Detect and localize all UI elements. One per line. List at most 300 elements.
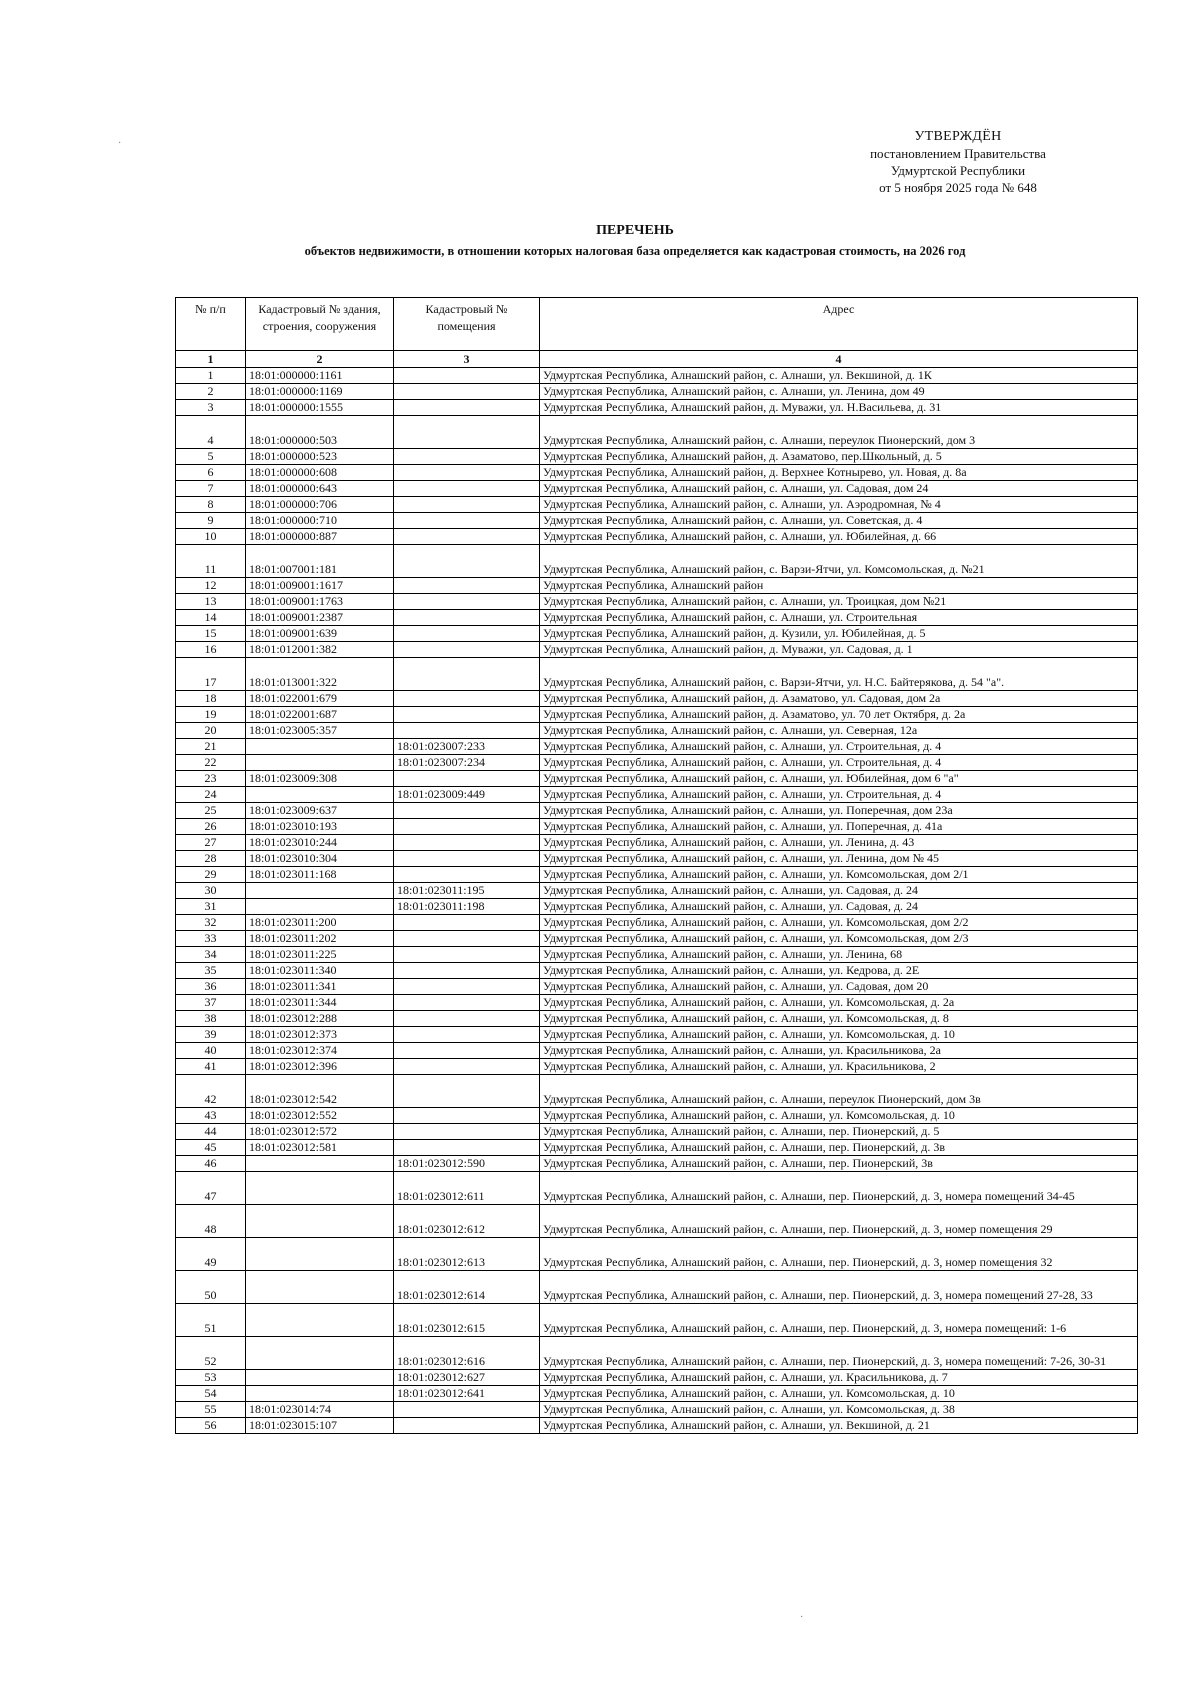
room-cadastral-number: 18:01:023007:233 [394, 739, 540, 755]
building-cadastral-number: 18:01:023012:552 [246, 1108, 394, 1124]
col-number-1: 1 [176, 351, 246, 368]
building-cadastral-number: 18:01:023012:288 [246, 1011, 394, 1027]
table-row [176, 594, 1138, 610]
row-number: 52 [176, 1337, 246, 1370]
header-address: Адрес [540, 298, 1138, 351]
table-row [176, 1172, 1138, 1205]
row-number: 40 [176, 1043, 246, 1059]
room-cadastral-number [394, 626, 540, 642]
row-number: 28 [176, 851, 246, 867]
row-address: Удмуртская Республика, Алнашский район, с. Алнаши, ул. Комсомольская, д. 10 [540, 1108, 1138, 1124]
building-cadastral-number: 18:01:022001:687 [246, 707, 394, 723]
row-number: 13 [176, 594, 246, 610]
building-cadastral-number: 18:01:022001:679 [246, 691, 394, 707]
table-row [176, 771, 1138, 787]
row-number: 22 [176, 755, 246, 771]
row-number: 50 [176, 1271, 246, 1304]
row-address: Удмуртская Республика, Алнашский район, с. Алнаши, ул. Комсомольская, д. 2а [540, 995, 1138, 1011]
row-address: Удмуртская Республика, Алнашский район, с. Алнаши, ул. Садовая, д. 24 [540, 883, 1138, 899]
row-address: Удмуртская Республика, Алнашский район, с. Алнаши, ул. Советская, д. 4 [540, 513, 1138, 529]
room-cadastral-number [394, 1418, 540, 1434]
row-address: Удмуртская Республика, Алнашский район, с. Алнаши, ул. Юбилейная, д. 66 [540, 529, 1138, 545]
table-row [176, 963, 1138, 979]
row-number: 49 [176, 1238, 246, 1271]
table-row [176, 723, 1138, 739]
table-row [176, 384, 1138, 400]
row-number: 44 [176, 1124, 246, 1140]
table-row [176, 739, 1138, 755]
building-cadastral-number: 18:01:023012:542 [246, 1075, 394, 1108]
table-row [176, 642, 1138, 658]
row-address: Удмуртская Республика, Алнашский район, с. Алнаши, ул. Поперечная, д. 41а [540, 819, 1138, 835]
property-table [175, 297, 1138, 1434]
row-number: 54 [176, 1386, 246, 1402]
building-cadastral-number: 18:01:023014:74 [246, 1402, 394, 1418]
building-cadastral-number: 18:01:012001:382 [246, 642, 394, 658]
building-cadastral-number: 18:01:023012:373 [246, 1027, 394, 1043]
table-row [176, 1418, 1138, 1434]
room-cadastral-number [394, 449, 540, 465]
table-row [176, 1386, 1138, 1402]
row-address: Удмуртская Республика, Алнашский район, с. Варзи-Ятчи, ул. Комсомольская, д. №21 [540, 545, 1138, 578]
row-address: Удмуртская Республика, Алнашский район, с. Алнаши, ул. Векшиной, д. 1К [540, 368, 1138, 384]
row-address: Удмуртская Республика, Алнашский район, с. Алнаши, ул. Строительная, д. 4 [540, 739, 1138, 755]
approval-line-1: постановлением Правительства [870, 146, 1046, 161]
row-address: Удмуртская Республика, Алнашский район, с. Алнаши, пер. Пионерский, 3в [540, 1156, 1138, 1172]
building-cadastral-number: 18:01:000000:608 [246, 465, 394, 481]
room-cadastral-number [394, 1075, 540, 1108]
building-cadastral-number: 18:01:000000:1555 [246, 400, 394, 416]
building-cadastral-number [246, 899, 394, 915]
row-address: Удмуртская Республика, Алнашский район, с. Алнаши, ул. Ленина, дом № 45 [540, 851, 1138, 867]
table-row [176, 1059, 1138, 1075]
row-address: Удмуртская Республика, Алнашский район, с. Алнаши, ул. Комсомольская, д. 10 [540, 1027, 1138, 1043]
building-cadastral-number: 18:01:023011:225 [246, 947, 394, 963]
row-number: 5 [176, 449, 246, 465]
row-number: 2 [176, 384, 246, 400]
room-cadastral-number: 18:01:023012:615 [394, 1304, 540, 1337]
room-cadastral-number [394, 529, 540, 545]
building-cadastral-number [246, 1337, 394, 1370]
room-cadastral-number [394, 723, 540, 739]
table-row [176, 1043, 1138, 1059]
building-cadastral-number: 18:01:023009:637 [246, 803, 394, 819]
building-cadastral-number [246, 739, 394, 755]
table-row [176, 610, 1138, 626]
table-row [176, 851, 1138, 867]
room-cadastral-number [394, 658, 540, 691]
room-cadastral-number [394, 771, 540, 787]
row-address: Удмуртская Республика, Алнашский район, с. Алнаши, ул. Садовая, д. 24 [540, 899, 1138, 915]
room-cadastral-number [394, 915, 540, 931]
table-row [176, 835, 1138, 851]
building-cadastral-number: 18:01:023015:107 [246, 1418, 394, 1434]
table-row [176, 1075, 1138, 1108]
table-row [176, 658, 1138, 691]
row-address: Удмуртская Республика, Алнашский район, с. Алнаши, ул. Строительная, д. 4 [540, 787, 1138, 803]
building-cadastral-number: 18:01:013001:322 [246, 658, 394, 691]
col-number-3: 3 [394, 351, 540, 368]
building-cadastral-number: 18:01:000000:523 [246, 449, 394, 465]
row-number: 41 [176, 1059, 246, 1075]
row-address: Удмуртская Республика, Алнашский район, с. Алнаши, ул. Комсомольская, дом 2/1 [540, 867, 1138, 883]
row-address: Удмуртская Республика, Алнашский район, д. Азаматово, пер.Школьный, д. 5 [540, 449, 1138, 465]
row-number: 33 [176, 931, 246, 947]
row-address: Удмуртская Республика, Алнашский район, с. Варзи-Ятчи, ул. Н.С. Байтерякова, д. 54 "а". [540, 658, 1138, 691]
row-number: 42 [176, 1075, 246, 1108]
room-cadastral-number: 18:01:023007:234 [394, 755, 540, 771]
building-cadastral-number: 18:01:023011:340 [246, 963, 394, 979]
table-row [176, 1124, 1138, 1140]
room-cadastral-number: 18:01:023012:611 [394, 1172, 540, 1205]
room-cadastral-number [394, 947, 540, 963]
table-row [176, 1108, 1138, 1124]
row-number: 6 [176, 465, 246, 481]
building-cadastral-number: 18:01:000000:706 [246, 497, 394, 513]
row-number: 27 [176, 835, 246, 851]
table-row [176, 1304, 1138, 1337]
room-cadastral-number: 18:01:023009:449 [394, 787, 540, 803]
row-address: Удмуртская Республика, Алнашский район, с. Алнаши, пер. Пионерский, д. 3в [540, 1140, 1138, 1156]
row-number: 10 [176, 529, 246, 545]
building-cadastral-number [246, 883, 394, 899]
room-cadastral-number [394, 1140, 540, 1156]
building-cadastral-number: 18:01:023009:308 [246, 771, 394, 787]
building-cadastral-number [246, 1304, 394, 1337]
header-num: № п/п [176, 298, 246, 351]
building-cadastral-number [246, 1238, 394, 1271]
building-cadastral-number: 18:01:000000:643 [246, 481, 394, 497]
building-cadastral-number: 18:01:023010:244 [246, 835, 394, 851]
row-address: Удмуртская Республика, Алнашский район, д. Кузили, ул. Юбилейная, д. 5 [540, 626, 1138, 642]
row-address: Удмуртская Республика, Алнашский район, с. Алнаши, ул. Ленина, 68 [540, 947, 1138, 963]
row-number: 37 [176, 995, 246, 1011]
row-number: 12 [176, 578, 246, 594]
row-address: Удмуртская Республика, Алнашский район, с. Алнаши, пер. Пионерский, д. 3, номер помещения 29 [540, 1205, 1138, 1238]
table-row [176, 947, 1138, 963]
room-cadastral-number: 18:01:023012:627 [394, 1370, 540, 1386]
table-row [176, 883, 1138, 899]
row-number: 16 [176, 642, 246, 658]
table-header-row [176, 298, 1138, 351]
building-cadastral-number: 18:01:000000:1169 [246, 384, 394, 400]
row-number: 20 [176, 723, 246, 739]
table-row [176, 513, 1138, 529]
building-cadastral-number: 18:01:023011:200 [246, 915, 394, 931]
table-row [176, 465, 1138, 481]
row-number: 19 [176, 707, 246, 723]
row-number: 9 [176, 513, 246, 529]
row-address: Удмуртская Республика, Алнашский район, с. Алнаши, ул. Садовая, дом 20 [540, 979, 1138, 995]
table-row [176, 529, 1138, 545]
approval-line-3: от 5 ноября 2025 года № 648 [879, 180, 1037, 195]
row-number: 46 [176, 1156, 246, 1172]
scan-speck: · [800, 1612, 804, 1623]
row-address: Удмуртская Республика, Алнашский район, д. Азаматово, ул. Садовая, дом 2а [540, 691, 1138, 707]
row-number: 26 [176, 819, 246, 835]
building-cadastral-number: 18:01:023011:202 [246, 931, 394, 947]
room-cadastral-number [394, 803, 540, 819]
row-number: 43 [176, 1108, 246, 1124]
room-cadastral-number: 18:01:023012:590 [394, 1156, 540, 1172]
building-cadastral-number: 18:01:023010:304 [246, 851, 394, 867]
row-number: 47 [176, 1172, 246, 1205]
table-row [176, 819, 1138, 835]
room-cadastral-number [394, 707, 540, 723]
building-cadastral-number: 18:01:023005:357 [246, 723, 394, 739]
building-cadastral-number [246, 1156, 394, 1172]
building-cadastral-number: 18:01:009001:1763 [246, 594, 394, 610]
row-number: 36 [176, 979, 246, 995]
building-cadastral-number: 18:01:000000:710 [246, 513, 394, 529]
table-row [176, 1238, 1138, 1271]
room-cadastral-number [394, 642, 540, 658]
building-cadastral-number: 18:01:009001:2387 [246, 610, 394, 626]
row-address: Удмуртская Республика, Алнашский район, с. Алнаши, ул. Комсомольская, д. 38 [540, 1402, 1138, 1418]
building-cadastral-number: 18:01:000000:887 [246, 529, 394, 545]
row-number: 18 [176, 691, 246, 707]
row-number: 39 [176, 1027, 246, 1043]
row-address: Удмуртская Республика, Алнашский район, с. Алнаши, ул. Красильникова, 2а [540, 1043, 1138, 1059]
table-row [176, 626, 1138, 642]
table-row [176, 995, 1138, 1011]
row-number: 7 [176, 481, 246, 497]
table-row [176, 931, 1138, 947]
row-number: 15 [176, 626, 246, 642]
room-cadastral-number [394, 497, 540, 513]
room-cadastral-number [394, 851, 540, 867]
room-cadastral-number: 18:01:023012:616 [394, 1337, 540, 1370]
document-title: ПЕРЕЧЕНЬ [596, 223, 674, 238]
column-numbers-row [176, 351, 1138, 368]
table-row [176, 497, 1138, 513]
building-cadastral-number [246, 787, 394, 803]
building-cadastral-number: 18:01:007001:181 [246, 545, 394, 578]
row-number: 4 [176, 416, 246, 449]
row-address: Удмуртская Республика, Алнашский район, с. Алнаши, ул. Троицкая, дом №21 [540, 594, 1138, 610]
table-row [176, 899, 1138, 915]
row-number: 25 [176, 803, 246, 819]
room-cadastral-number [394, 368, 540, 384]
row-number: 29 [176, 867, 246, 883]
room-cadastral-number [394, 545, 540, 578]
room-cadastral-number [394, 465, 540, 481]
building-cadastral-number: 18:01:023010:193 [246, 819, 394, 835]
row-address: Удмуртская Республика, Алнашский район, с. Алнаши, ул. Кедрова, д. 2Е [540, 963, 1138, 979]
row-number: 48 [176, 1205, 246, 1238]
row-number: 17 [176, 658, 246, 691]
row-address: Удмуртская Республика, Алнашский район, д. Азаматово, ул. 70 лет Октября, д. 2а [540, 707, 1138, 723]
room-cadastral-number: 18:01:023011:195 [394, 883, 540, 899]
approval-heading: УТВЕРЖДЁН [914, 129, 1002, 144]
row-address: Удмуртская Республика, Алнашский район, с. Алнаши, ул. Поперечная, дом 23а [540, 803, 1138, 819]
row-address: Удмуртская Республика, Алнашский район, с. Алнаши, ул. Садовая, дом 24 [540, 481, 1138, 497]
row-number: 38 [176, 1011, 246, 1027]
row-address: Удмуртская Республика, Алнашский район, с. Алнаши, ул. Комсомольская, д. 8 [540, 1011, 1138, 1027]
row-address: Удмуртская Республика, Алнашский район, с. Алнаши, переулок Пионерский, дом 3 [540, 416, 1138, 449]
building-cadastral-number [246, 1370, 394, 1386]
table-row [176, 1140, 1138, 1156]
room-cadastral-number [394, 1011, 540, 1027]
room-cadastral-number [394, 610, 540, 626]
room-cadastral-number [394, 867, 540, 883]
table-row [176, 755, 1138, 771]
scan-speck: · [118, 138, 122, 149]
table-row [176, 1205, 1138, 1238]
row-address: Удмуртская Республика, Алнашский район, с. Алнаши, пер. Пионерский, д. 3, номера помещений 27-28, 33 [540, 1271, 1138, 1304]
row-address: Удмуртская Республика, Алнашский район, с. Алнаши, пер. Пионерский, д. 3, номера помещений: 7-26, 30-31 [540, 1337, 1138, 1370]
row-address: Удмуртская Республика, Алнашский район, с. Алнаши, ул. Строительная [540, 610, 1138, 626]
table-row [176, 979, 1138, 995]
building-cadastral-number: 18:01:023011:341 [246, 979, 394, 995]
table-row [176, 1027, 1138, 1043]
row-number: 1 [176, 368, 246, 384]
approval-block [858, 128, 1058, 196]
table-row [176, 1011, 1138, 1027]
room-cadastral-number [394, 979, 540, 995]
header-room: Кадастровый № помещения [394, 298, 540, 351]
building-cadastral-number: 18:01:009001:639 [246, 626, 394, 642]
row-number: 23 [176, 771, 246, 787]
building-cadastral-number: 18:01:023012:396 [246, 1059, 394, 1075]
row-address: Удмуртская Республика, Алнашский район, с. Алнаши, ул. Комсомольская, д. 10 [540, 1386, 1138, 1402]
building-cadastral-number: 18:01:023011:344 [246, 995, 394, 1011]
room-cadastral-number [394, 1402, 540, 1418]
building-cadastral-number [246, 755, 394, 771]
approval-line-2: Удмуртской Республики [890, 163, 1026, 178]
row-number: 24 [176, 787, 246, 803]
row-address: Удмуртская Республика, Алнашский район, с. Алнаши, ул. Красильникова, 2 [540, 1059, 1138, 1075]
row-address: Удмуртская Республика, Алнашский район, с. Алнаши, пер. Пионерский, д. 3, номера помещений 34-45 [540, 1172, 1138, 1205]
room-cadastral-number: 18:01:023012:614 [394, 1271, 540, 1304]
row-number: 21 [176, 739, 246, 755]
room-cadastral-number: 18:01:023012:613 [394, 1238, 540, 1271]
room-cadastral-number [394, 513, 540, 529]
row-number: 30 [176, 883, 246, 899]
row-address: Удмуртская Республика, Алнашский район, с. Алнаши, ул. Строительная, д. 4 [540, 755, 1138, 771]
row-number: 8 [176, 497, 246, 513]
row-address: Удмуртская Республика, Алнашский район, с. Алнаши, ул. Комсомольская, дом 2/2 [540, 915, 1138, 931]
building-cadastral-number: 18:01:023012:581 [246, 1140, 394, 1156]
row-address: Удмуртская Республика, Алнашский район [540, 578, 1138, 594]
table-row [176, 707, 1138, 723]
row-address: Удмуртская Республика, Алнашский район, с. Алнаши, ул. Юбилейная, дом 6 "а" [540, 771, 1138, 787]
row-number: 55 [176, 1402, 246, 1418]
table-row [176, 1156, 1138, 1172]
room-cadastral-number [394, 1059, 540, 1075]
room-cadastral-number [394, 819, 540, 835]
room-cadastral-number [394, 384, 540, 400]
building-cadastral-number [246, 1172, 394, 1205]
room-cadastral-number [394, 963, 540, 979]
row-address: Удмуртская Республика, Алнашский район, с. Алнаши, ул. Ленина, д. 43 [540, 835, 1138, 851]
col-number-2: 2 [246, 351, 394, 368]
row-number: 35 [176, 963, 246, 979]
table-row [176, 867, 1138, 883]
building-cadastral-number: 18:01:023011:168 [246, 867, 394, 883]
row-address: Удмуртская Республика, Алнашский район, с. Алнаши, ул. Комсомольская, дом 2/3 [540, 931, 1138, 947]
room-cadastral-number [394, 416, 540, 449]
row-number: 56 [176, 1418, 246, 1434]
room-cadastral-number [394, 931, 540, 947]
row-number: 32 [176, 915, 246, 931]
row-number: 53 [176, 1370, 246, 1386]
table-row [176, 787, 1138, 803]
row-address: Удмуртская Республика, Алнашский район, с. Алнаши, пер. Пионерский, д. 3, номера помещений: 1-6 [540, 1304, 1138, 1337]
room-cadastral-number [394, 400, 540, 416]
table-row [176, 578, 1138, 594]
room-cadastral-number [394, 481, 540, 497]
row-address: Удмуртская Республика, Алнашский район, с. Алнаши, пер. Пионерский, д. 3, номер помещения 32 [540, 1238, 1138, 1271]
table-row [176, 1370, 1138, 1386]
row-address: Удмуртская Республика, Алнашский район, с. Алнаши, переулок Пионерский, дом 3в [540, 1075, 1138, 1108]
table-row [176, 400, 1138, 416]
table-row [176, 1402, 1138, 1418]
table-row [176, 691, 1138, 707]
row-number: 3 [176, 400, 246, 416]
row-address: Удмуртская Республика, Алнашский район, д. Верхнее Котнырево, ул. Новая, д. 8а [540, 465, 1138, 481]
building-cadastral-number [246, 1205, 394, 1238]
row-number: 11 [176, 545, 246, 578]
table-row [176, 1337, 1138, 1370]
building-cadastral-number [246, 1386, 394, 1402]
building-cadastral-number [246, 1271, 394, 1304]
row-address: Удмуртская Республика, Алнашский район, с. Алнаши, пер. Пионерский, д. 5 [540, 1124, 1138, 1140]
row-address: Удмуртская Республика, Алнашский район, с. Алнаши, ул. Векшиной, д. 21 [540, 1418, 1138, 1434]
room-cadastral-number: 18:01:023011:198 [394, 899, 540, 915]
room-cadastral-number [394, 835, 540, 851]
header-building: Кадастровый № здания, строения, сооружения [246, 298, 394, 351]
room-cadastral-number [394, 995, 540, 1011]
table-row [176, 915, 1138, 931]
room-cadastral-number [394, 594, 540, 610]
row-number: 14 [176, 610, 246, 626]
table-row [176, 416, 1138, 449]
row-number: 45 [176, 1140, 246, 1156]
document-subtitle: объектов недвижимости, в отношении которых налоговая база определяется как кадастровая стоимость, на 2026 год [304, 244, 966, 258]
row-number: 31 [176, 899, 246, 915]
room-cadastral-number [394, 691, 540, 707]
room-cadastral-number [394, 578, 540, 594]
room-cadastral-number [394, 1124, 540, 1140]
row-address: Удмуртская Республика, Алнашский район, с. Алнаши, ул. Аэродромная, № 4 [540, 497, 1138, 513]
col-number-4: 4 [540, 351, 1138, 368]
building-cadastral-number: 18:01:023012:374 [246, 1043, 394, 1059]
room-cadastral-number [394, 1108, 540, 1124]
table-row [176, 449, 1138, 465]
row-number: 51 [176, 1304, 246, 1337]
building-cadastral-number: 18:01:009001:1617 [246, 578, 394, 594]
row-address: Удмуртская Республика, Алнашский район, с. Алнаши, ул. Северная, 12а [540, 723, 1138, 739]
table-row [176, 1271, 1138, 1304]
table-row [176, 481, 1138, 497]
row-address: Удмуртская Республика, Алнашский район, д. Муважи, ул. Н.Васильева, д. 31 [540, 400, 1138, 416]
room-cadastral-number [394, 1027, 540, 1043]
building-cadastral-number: 18:01:023012:572 [246, 1124, 394, 1140]
room-cadastral-number [394, 1043, 540, 1059]
table-row [176, 545, 1138, 578]
table-row [176, 368, 1138, 384]
table-row [176, 803, 1138, 819]
row-address: Удмуртская Республика, Алнашский район, с. Алнаши, ул. Красильникова, д. 7 [540, 1370, 1138, 1386]
row-address: Удмуртская Республика, Алнашский район, с. Алнаши, ул. Ленина, дом 49 [540, 384, 1138, 400]
row-address: Удмуртская Республика, Алнашский район, д. Муважи, ул. Садовая, д. 1 [540, 642, 1138, 658]
building-cadastral-number: 18:01:000000:1161 [246, 368, 394, 384]
room-cadastral-number: 18:01:023012:612 [394, 1205, 540, 1238]
row-number: 34 [176, 947, 246, 963]
building-cadastral-number: 18:01:000000:503 [246, 416, 394, 449]
room-cadastral-number: 18:01:023012:641 [394, 1386, 540, 1402]
